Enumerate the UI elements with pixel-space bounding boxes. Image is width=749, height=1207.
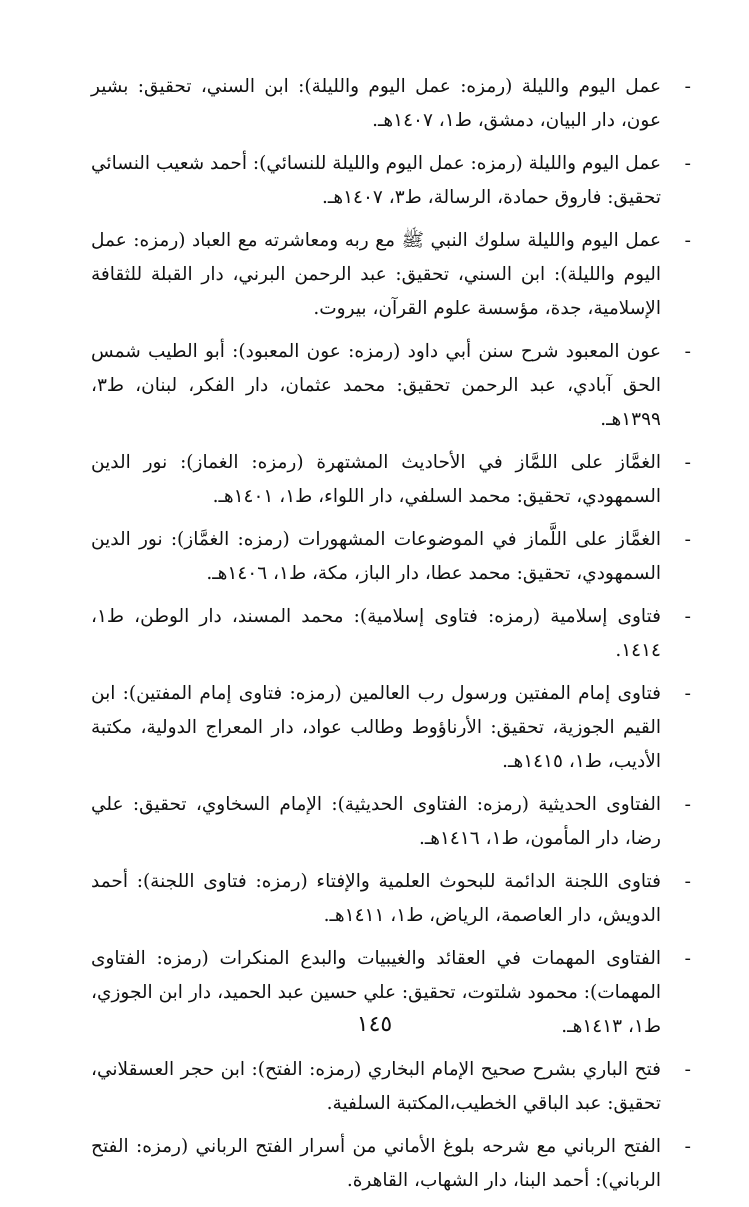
- entry-text: الفتاوى الحديثية (رمزه: الفتاوى الحديثية): الإمام السخاوي، تحقيق: علي رضا، دار المأمون، ط١، ١٤١٦هـ.: [91, 794, 661, 849]
- bibliography-entry: [91, 600, 691, 668]
- entry-dash: -: [684, 529, 691, 550]
- entry-dash: -: [684, 230, 691, 251]
- entry-text: الغمَّاز على اللمَّاز في الأحاديث المشتهرة (رمزه: الغماز): نور الدين السمهودي، تحقيق: محمد السلفي، دار اللواء، ط١، ١٤٠١هـ.: [91, 452, 661, 507]
- entry-text: عمل اليوم والليلة (رمزه: عمل اليوم والليلة للنسائي): أحمد شعيب النسائي تحقيق: فاروق حمادة، الرسالة، ط٣، ١٤٠٧هـ.: [91, 153, 661, 208]
- entry-dash: -: [684, 1059, 691, 1080]
- entry-dash: -: [684, 1136, 691, 1157]
- entry-text: عون المعبود شرح سنن أبي داود (رمزه: عون المعبود): أبو الطيب شمس الحق آبادي، عبد الرحمن تحقيق: محمد عثمان، دار الفكر، لبنان، ط٣، ١٣٩٩هـ.: [91, 341, 661, 430]
- entry-text: الفتح الرباني مع شرحه بلوغ الأماني من أسرار الفتح الرباني (رمزه: الفتح الرباني): أحمد البنا، دار الشهاب، القاهرة.: [91, 1136, 661, 1191]
- bibliography-entry: [91, 1130, 691, 1198]
- entry-dash: -: [684, 871, 691, 892]
- bibliography-entry: [91, 1053, 691, 1121]
- bibliography-entry: [91, 788, 691, 856]
- entry-text: فتاوى إسلامية (رمزه: فتاوى إسلامية): محمد المسند، دار الوطن، ط١، ١٤١٤.: [91, 606, 661, 661]
- entry-dash: -: [684, 341, 691, 362]
- bibliography-entry: [91, 70, 691, 138]
- entry-dash: -: [684, 452, 691, 473]
- entry-text: الغمَّاز على اللَّماز في الموضوعات المشهورات (رمزه: الغمَّاز): نور الدين السمهودي، تحقيق: محمد عطا، دار الباز، مكة، ط١، ١٤٠٦هـ.: [91, 529, 661, 584]
- bibliography-entry: [91, 523, 691, 591]
- bibliography-entry: [91, 446, 691, 514]
- entry-dash: -: [684, 683, 691, 704]
- entry-text: فتاوى إمام المفتين ورسول رب العالمين (رمزه: فتاوى إمام المفتين): ابن القيم الجوزية، تحقيق: الأرناؤوط وطالب عواد، دار المعراج الدولية، مكتبة الأديب، ط١، ١٤١٥هـ.: [91, 683, 661, 772]
- entry-text: عمل اليوم والليلة (رمزه: عمل اليوم والليلة): ابن السني، تحقيق: بشير عون، دار البيان، دمشق، ط١، ١٤٠٧هـ.: [91, 76, 661, 131]
- bibliography-entry: [91, 224, 691, 326]
- page-number: ١٤٥: [356, 1012, 393, 1037]
- bibliography-entry: [91, 677, 691, 779]
- entry-text: الفتاوى المهمات في العقائد والغيبيات والبدع المنكرات (رمزه: الفتاوى المهمات): محمود شلتوت، تحقيق: علي حسين عبد الحميد، دار ابن الجوزي، ط١، ١٤١٣هـ.: [91, 948, 661, 1037]
- entry-dash: -: [684, 794, 691, 815]
- entry-text: عمل اليوم والليلة سلوك النبي ﷺ مع ربه ومعاشرته مع العباد (رمزه: عمل اليوم والليلة): ابن السني، تحقيق: عبد الرحمن البرني، دار القبلة للثقافة الإسلامية، جدة، مؤسسة علوم القرآن، بيروت.: [91, 230, 661, 319]
- entry-dash: -: [684, 76, 691, 97]
- entry-dash: -: [684, 606, 691, 627]
- entry-text: فتاوى اللجنة الدائمة للبحوث العلمية والإفتاء (رمزه: فتاوى اللجنة): أحمد الدويش، دار العاصمة، الرياض، ط١، ١٤١١هـ.: [91, 871, 661, 926]
- bibliography-entry: [91, 335, 691, 437]
- bibliography-entry: [91, 865, 691, 933]
- entry-dash: -: [684, 948, 691, 969]
- entry-text: فتح الباري بشرح صحيح الإمام البخاري (رمزه: الفتح): ابن حجر العسقلاني، تحقيق: عبد الباقي الخطيب،المكتبة السلفية.: [91, 1059, 661, 1114]
- bibliography-entry: [91, 147, 691, 215]
- entry-dash: -: [684, 153, 691, 174]
